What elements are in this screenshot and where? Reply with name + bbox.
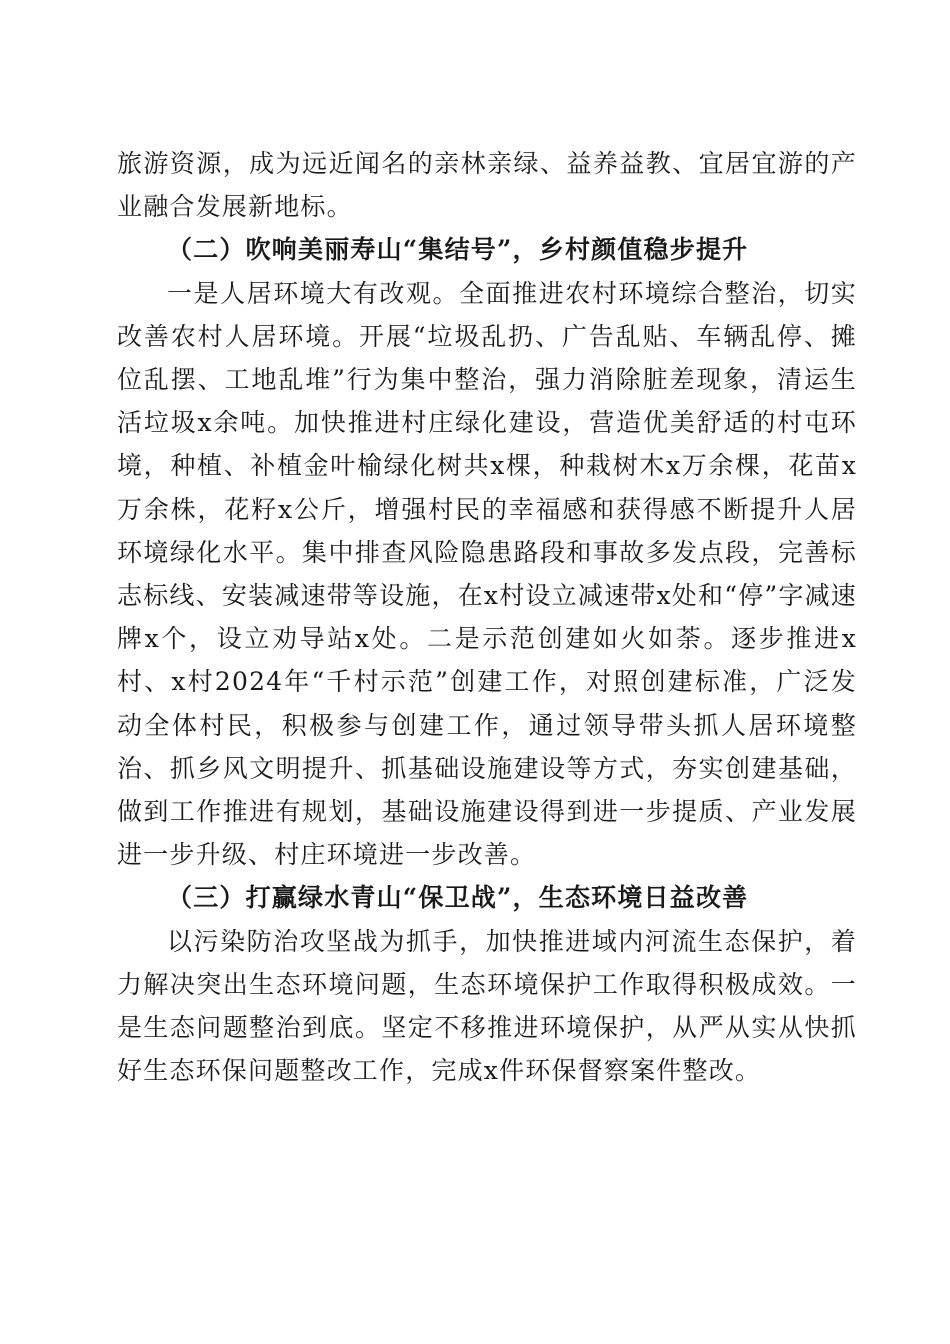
- paragraph-continuation: 旅游资源，成为远近闻名的亲林亲绿、益养益教、宜居宜游的产业融合发展新地标。: [117, 149, 857, 222]
- section-heading-3: （三）打赢绿水青山“保卫战”，生态环境日益改善: [167, 883, 749, 913]
- document-body: [117, 142, 857, 1092]
- section-heading-2: （二）吹响美丽寿山“集结号”，乡村颜值稳步提升: [167, 235, 749, 265]
- paragraph-living-environment: 一是人居环境大有改观。全面推进农村环境综合整治，切实改善农村人居环境。开展“垃圾乱扔、广告乱贴、车辆乱停、摊位乱摆、工地乱堆”行为集中整治，强力消除脏差现象，清运生活垃圾x余吨。加快推进村庄绿化建设，营造优美舒适的村屯环境，种植、补植金叶榆绿化树共x棵，种栽树木x万余棵，花苗x万余株，花籽x公斤，增强村民的幸福感和获得感不断提升人居环境绿化水平。集中排查风险隐患路段和事故多发点段，完善标志标线、安装减速带等设施，在x村设立减速带x处和“停”字减速牌x个，设立劝导站x处。二是示范创建如火如荼。逐步推进x村、x村2024年“千村示范”创建工作，对照创建标准，广泛发动全体村民，积极参与创建工作，通过领导带头抓人居环境整治、抓乡风文明提升、抓基础设施建设等方式，夯实创建基础，做到工作推进有规划，基础设施建设得到进一步提质、产业发展进一步升级、村庄环境进一步改善。: [117, 278, 857, 870]
- paragraph-ecology: 以污染防治攻坚战为抓手，加快推进域内河流生态保护，着力解决突出生态环境问题，生态环境保护工作取得积极成效。一是生态问题整治到底。坚定不移推进环境保护，从严从实从快抓好生态环保问题整改工作，完成x件环保督察案件整改。: [117, 926, 857, 1086]
